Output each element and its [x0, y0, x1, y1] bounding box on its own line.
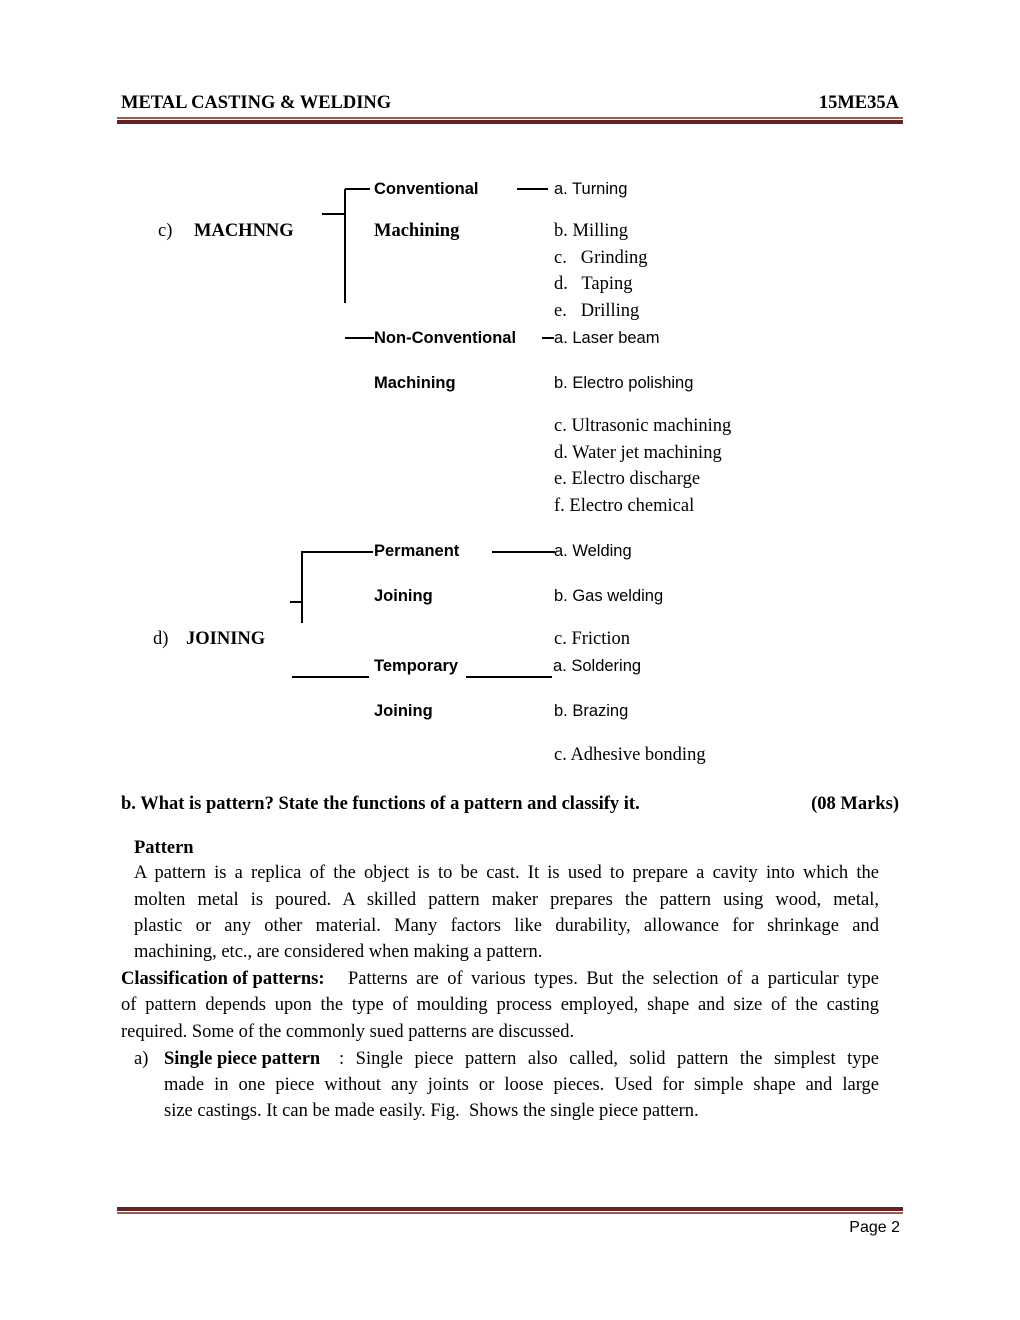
list-item: e. Drilling [554, 301, 640, 321]
list-item: f. Electro chemical [554, 496, 695, 516]
list-item: a. Welding [554, 542, 632, 560]
connector [345, 188, 370, 190]
footer-rule-thin [117, 1212, 903, 1214]
joining-label: d) [153, 629, 169, 649]
paragraph-line: machining, etc., are considered when making a pattern. [134, 942, 543, 962]
machining-label: c) [158, 221, 173, 241]
non-conventional-label: Non-Conventional [374, 329, 517, 347]
list-item: a. Soldering [553, 657, 642, 675]
connector [492, 551, 555, 553]
list-item: c. Friction [554, 629, 631, 649]
paragraph-line: made in one piece without any joints or loose pieces. Used for simple shape and large [164, 1075, 879, 1095]
connector [301, 551, 303, 623]
paragraph-line: plastic or any other material. Many factors like durability, allowance for shrinkage and [134, 916, 879, 936]
question-marks: (08 Marks) [811, 794, 899, 814]
list-item: d. Taping [554, 274, 633, 294]
paragraph-line: A pattern is a replica of the object is to be cast. It is used to prepare a cavity into which the [134, 863, 879, 883]
connector [290, 601, 302, 603]
connector [517, 188, 548, 190]
paragraph-line: size castings. It can be made easily. Fig. Shows the single piece pattern. [164, 1101, 699, 1121]
machining-title: MACHNNG [194, 221, 294, 241]
joining-title: JOINING [186, 629, 266, 649]
list-item: a. Turning [554, 180, 628, 198]
paragraph-line: required. Some of the commonly sued patterns are discussed. [121, 1022, 575, 1042]
list-item: b. Electro polishing [554, 374, 694, 392]
conventional-label-2: Machining [374, 221, 460, 241]
header-rule-thick [117, 120, 903, 124]
connector [344, 189, 346, 303]
page-number: Page 2 [849, 1219, 900, 1236]
list-item: b. Brazing [554, 702, 629, 720]
connector [345, 337, 374, 339]
list-item: b. Milling [554, 221, 629, 241]
single-piece-label: a) [134, 1049, 149, 1069]
list-item: d. Water jet machining [554, 443, 722, 463]
list-item: e. Electro discharge [554, 469, 701, 489]
temporary-label-2: Joining [374, 702, 433, 720]
connector [542, 337, 554, 339]
connector [322, 213, 346, 215]
footer-rule-thick [117, 1207, 903, 1211]
paragraph-line: of pattern depends upon the type of moulding process employed, shape and size of the casting [121, 995, 879, 1015]
non-conventional-label-2: Machining [374, 374, 456, 392]
list-item: c. Grinding [554, 248, 648, 268]
list-item: b. Gas welding [554, 587, 664, 605]
list-item: a. Laser beam [554, 329, 660, 347]
permanent-label-2: Joining [374, 587, 433, 605]
permanent-label: Permanent [374, 542, 460, 560]
header-rule-thin [117, 117, 903, 119]
list-item: c. Ultrasonic machining [554, 416, 732, 436]
header-title: METAL CASTING & WELDING [121, 93, 392, 113]
connector [466, 676, 552, 678]
pattern-heading: Pattern [134, 838, 194, 858]
connector [292, 676, 369, 678]
paragraph-line: molten metal is poured. A skilled pattern maker prepares the pattern using wood, metal, [134, 890, 879, 910]
classification-heading: Classification of patterns: [121, 969, 325, 989]
conventional-label: Conventional [374, 180, 479, 198]
temporary-label: Temporary [374, 657, 459, 675]
paragraph-line: Patterns are of various types. But the selection of a particular type [348, 969, 879, 989]
header-code: 15ME35A [818, 93, 899, 113]
question-text: b. What is pattern? State the functions of a pattern and classify it. [121, 794, 640, 814]
connector [302, 551, 373, 553]
single-piece-heading: Single piece pattern [164, 1049, 321, 1069]
paragraph-line: : Single piece pattern also called, solid pattern the simplest type [339, 1049, 879, 1069]
list-item: c. Adhesive bonding [554, 745, 706, 765]
